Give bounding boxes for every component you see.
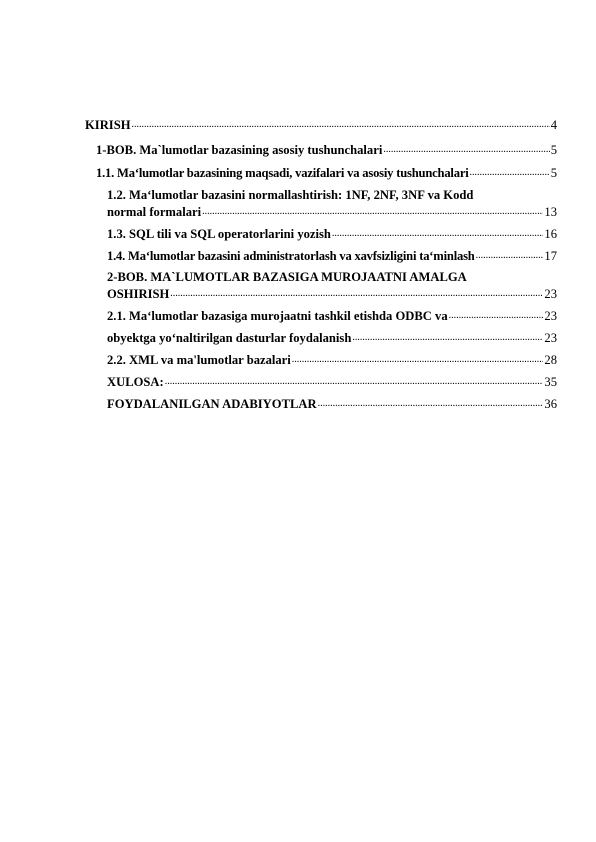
dot-leader <box>132 118 550 131</box>
toc-page-number: 13 <box>544 205 557 219</box>
toc-entry-title: 2.2. XML va ma'lumotlar bazalari <box>107 353 291 367</box>
dot-leader <box>202 205 543 218</box>
dot-leader <box>449 309 544 322</box>
toc-page-number: 28 <box>544 353 557 367</box>
dot-leader <box>165 375 544 388</box>
toc-entry-chapter-1[interactable] <box>96 142 557 158</box>
dot-leader <box>476 249 544 262</box>
toc-entry-1-2[interactable] <box>107 204 557 220</box>
toc-page-number: 4 <box>550 118 557 132</box>
toc-entry-2-1-continued[interactable] <box>107 330 557 346</box>
dot-leader <box>383 143 549 156</box>
toc-entry-title: 1.4. Ma‘lumotlar bazasini administratorlash va xavfsizligini ta‘minlash <box>107 249 475 263</box>
toc-entry-title: 1.3. SQL tili va SQL operatorlarini yozish <box>107 227 331 241</box>
toc-entry-title: XULOSA: <box>107 375 164 389</box>
toc-page-number: 5 <box>550 143 557 157</box>
toc-entry-title: 1.1. Ma‘lumotlar bazasining maqsadi, vazifalari va asosiy tushunchalari <box>96 166 469 180</box>
toc-page-number: 35 <box>544 375 557 389</box>
toc-entry-1-4[interactable] <box>107 248 557 264</box>
dot-leader <box>470 166 550 179</box>
dot-leader <box>332 227 543 240</box>
toc-entry-references[interactable] <box>107 396 557 412</box>
toc-page-number: 23 <box>544 309 557 323</box>
dot-leader <box>318 397 544 410</box>
dot-leader <box>352 331 543 344</box>
toc-entry-title: obyektga yo‘naltirilgan dasturlar foydalanish <box>107 331 352 345</box>
toc-page-number: 17 <box>544 249 557 263</box>
toc-entry-kirish[interactable] <box>85 117 557 133</box>
toc-entry-1-3[interactable] <box>107 226 557 242</box>
toc-page-number: 5 <box>550 166 557 180</box>
toc-entry-2-1[interactable] <box>107 308 557 324</box>
toc-entry-title: FOYDALANILGAN ADABIYOTLAR <box>107 397 317 411</box>
toc-entry-title: KIRISH <box>85 118 131 132</box>
toc-entry-xulosa[interactable] <box>107 374 557 390</box>
toc-entry-title: 2.1. Ma‘lumotlar bazasiga murojaatni tashkil etishda ODBC va <box>107 309 448 323</box>
toc-page-number: 23 <box>544 331 557 345</box>
toc-entry-title: normal formalari <box>107 205 202 219</box>
toc-page-number: 16 <box>544 227 557 241</box>
toc-entry-title: 1-BOB. Ma`lumotlar bazasining asosiy tushunchalari <box>96 143 383 157</box>
toc-entry-title: OSHIRISH <box>107 287 170 301</box>
toc-entry-1-2-line1[interactable]: 1.2. Ma‘lumotlar bazasini normallashtirish: 1NF, 2NF, 3NF va Kodd <box>107 188 474 202</box>
dot-leader <box>292 353 544 366</box>
toc-page-number: 23 <box>544 287 557 301</box>
toc-entry-1-1[interactable] <box>96 165 557 181</box>
toc-entry-chapter-2[interactable] <box>107 286 557 302</box>
toc-entry-2-2[interactable] <box>107 352 557 368</box>
toc-page-number: 36 <box>544 397 557 411</box>
toc-entry-chapter-2-line1[interactable]: 2-BOB. MA`LUMOTLAR BAZASIGA MUROJAATNI AMALGA <box>107 270 467 284</box>
dot-leader <box>170 287 543 300</box>
